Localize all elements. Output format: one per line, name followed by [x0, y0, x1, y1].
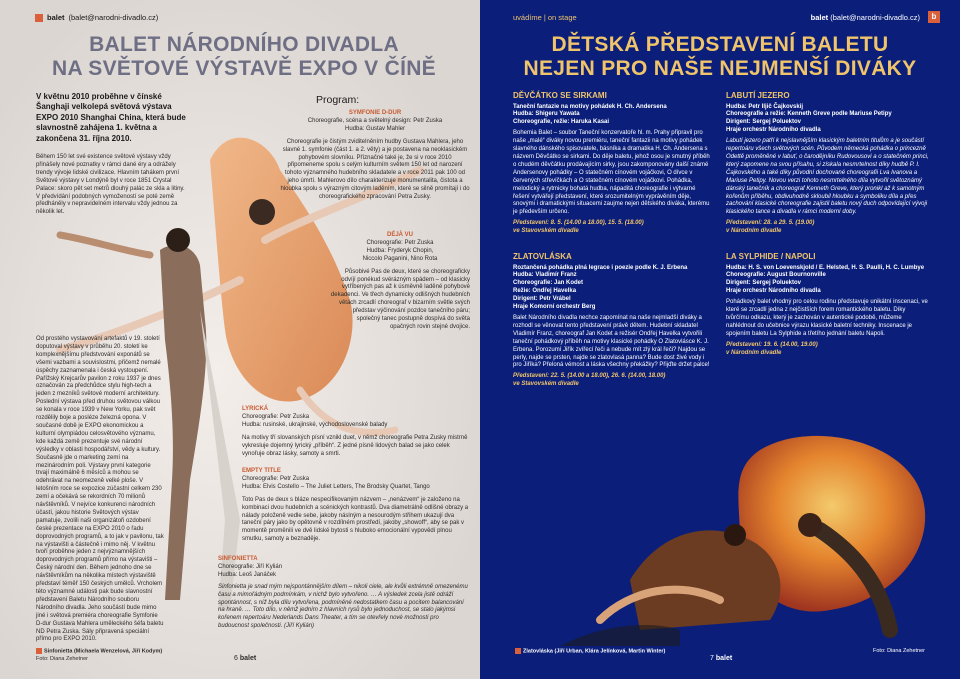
show-text: Labutí jezero patří k nejslavnějším klasickým baletním titulům a je součástí repertoáru všech světových scén. Původem německá pohádka o princezně Odettě proměněné v labuť, o čarodějníku Rudovousovi a o statečném princi, který zapomene na svou přísahu, si získala nesmrtelnost díky hudbě P. I. Čajkovského a také díky původní dochované choreografii Lva Ivanova a Mariuse Petipy. Novou verzi tohoto nesmrtelného díla vytvořil světoznámý dánský tanečník a choreograf Kenneth Greve, který pronikl až k samotným kořenům příběhu, obdivuhodně skloubil hloubku a symboliku díla a přes zachování klasické choreografie zajistil baletu nový duch odpovídající vývoji klasického tance a divadla v rámci moderní doby.	[726, 138, 929, 216]
header-email: (balet@narodni-divadlo.cz)	[68, 13, 159, 22]
program-text: Sinfonietta je snad mým nejspontánnějším dílem – nikoli ciele, ale kvůli extrémně omezenému času a mimořádným podmínkám, v nichž bylo vytvořeno. … A výsledek zcela jistě odráží spontánnost, s níž byla dílu vytvořena, podmíněné nedostatkem času a pocitem balancování na hraně. … Toto dílo, v němž jedním z hlavních rysů bylo jednoduchost, se stalo jakýmsi kořenem repertoáru Nederlands Dans Theater, a tím se otevřely nové možnosti pro budoucnost společnosti. (Jiří Kylián)	[218, 583, 468, 630]
program-credits: Choreografie: Petr Zuska Hudba: Fryderyk Chopin, Niccolo Paganini, Nino Rota	[362, 239, 438, 262]
program-title: SINFONIETTA	[218, 556, 258, 562]
section-label: uvádíme | on stage	[513, 13, 577, 22]
lead-paragraph: V květnu 2010 proběhne v čínské Šanghaji velkolepá světová výstava EXPO 2010 Shanghai China, která bude slavnostně zahájena 1. května a zakončena 31. října 2010.	[36, 92, 186, 143]
article-title	[34, 33, 454, 81]
program-credits: Choreografie, scéna a světelný design: Petr Zuska Hudba: Gustav Mahler	[307, 117, 443, 132]
show-dates: Představení: 8. 5. (14.00 a 18.00), 15. 5. (18.00) ve Stavovském divadle	[513, 220, 644, 235]
program-credits: Choreografie: Petr Zuska Hudba: Elvis Costello – The Juliet Letters, The Brodsky Quartet, Tango	[242, 475, 430, 490]
body-paragraph-1: Během 150 let své existence světové výstavy vždy přinášely nové poznatky v rámci dané éry a odrážely trendy vývoje lidské civilizace. Hlavním tahákem první Světové výstavy v Londýně byl v roce 1851 Crystal Palace: skoro pět set metrů dlouhý palác ze skla a litiny. V předvídání podobných vymožeností se poté země předháněly v nepravidelném intervalu vždy jednou za několik let.	[36, 154, 185, 216]
program-title: EMPTY TITLE	[242, 468, 281, 474]
header-brand: balet	[47, 13, 65, 22]
program-text: Toto Pas de deux s bláze nespecifikovaným názvem – „nenázvem“ je založeno na kombinaci dvou hudebních a scénických kontrastů. Dva diametrálně odlišné obrazy a nálady položeně vedle sebe, jakoby náslným a nesourodým střihem ukazují dva taneční páry jako by opětovně v rozdílném prostředí, jakoby „showoff“, aby se pak v momentě proměnili ve dvě lidské bytosti s hluboko emocionální vypovědí plnou smutku, samoty a beznaděje.	[242, 496, 469, 543]
header-email: (balet@narodni-divadlo.cz)	[830, 13, 920, 22]
page-number	[710, 654, 732, 663]
page-header	[35, 13, 158, 23]
photo-caption	[515, 648, 665, 656]
program-title: LYRICKÁ	[242, 406, 269, 412]
program-text: Choreografie je čistým zviditelněním hudby Gustava Mahlera, jeho slavné 1. symfonie (část 1. a 2. věty) a je postavena na neoklasickém pohybovém slovníku. Příznačné také je, že si v roce 2010 připomeneme spolu s celým kulturním světem 150 let od narození tohoto významného hudebního skladatele a v roce 2011 pak 100 od jeho úmrtí. Mahlerovo dílo charakterizuje monumentalita, čistota a hloubka spolu s výrazným citovým laděním, které se silně promítají i do choreografického zpracování Petra Zusky.	[280, 138, 470, 201]
title-line-1: DĚTSKÁ PŘEDSTAVENÍ BALETU	[551, 33, 889, 56]
program-title: DÉJÀ VU	[386, 232, 413, 238]
show-zlatovlaska	[513, 252, 713, 389]
page-brand: balet	[715, 655, 733, 662]
title-line-1: BALET NÁRODNÍHO DIVADLA	[89, 33, 399, 56]
show-credits: Hudba: H. S. von Loevenskjold / E. Helsted, H. S. Paulli, H. C. Lumbye Choreografie: August Bournonville Dirigent: Sergej Poluektov Hraje orchestr Národního divadla	[726, 264, 925, 295]
show-la-sylphide-napoli	[726, 252, 930, 358]
show-title: DĚVČÁTKO SE SIRKAMI	[513, 91, 607, 100]
show-devcatko-se-sirkami	[513, 91, 713, 236]
photo-credit: Foto: Diana Zehetner	[873, 648, 925, 654]
show-title: LA SYLPHIDE / NAPOLI	[726, 252, 816, 261]
program-credits: Choreografie: Jiří Kylián Hudba: Leoš Janáček	[218, 563, 283, 578]
page-number-value: 7	[710, 655, 714, 662]
brand-square-icon	[35, 14, 43, 22]
show-dates: Představení: 28. a 29. 5. (19.00) v Národním divadle	[726, 220, 815, 235]
page-header	[811, 13, 920, 23]
show-title: LABUTÍ JEZERO	[726, 91, 790, 100]
zlatovlaska-stage-photo	[480, 430, 960, 646]
show-text: Bohemia Balet – soubor Taneční konzervatoře hl. m. Prahy připravil pro naše „malé“ diváky novou premiéru, taneční fantazii na motivy pohádek slavného dánského spisovatele, básníka a dramatika H. Ch. Andersena s názvem Děvčátko se sirkami. Do děje baletu, jehož osou je smutný příběh o chudém děvčátku prodávajícím sirky, jsou zakomponovány další známé Andersenovy pohádky – O statečném cínovém vojáčkovi, O dívce v červených střevíčkách a O statečném cínovém vojáčkovi. Pohádka, melodický a rytmicky bohatá hudba, nápaditá choreografie i výtvarné řešení vytvářejí představení, které srozumitelným vyprávěním děje, snovými i dramatickými situacemi zaujme nejen dětského diváka, kterému je především určeno.	[513, 130, 710, 216]
program-item-lyricka	[242, 406, 470, 458]
show-credits: Roztančená pohádka plná legrace i poezie podle K. J. Erbena Hudba: Vladimír Franz Choreografie: Jan Kodet Režie: Ondřej Havelka Dirigent: Petr Vrábel Hraje Komorní orchestr Berg	[513, 264, 688, 311]
program-text: Na motivy tří slovanských písní vznikl duet, v němž choreografie Petra Zusky mistrně vykresluje dojemný lyrický „příběh“. Z jedné písně lidových balad se jako celek vynořuje obraz lásky, samoty a smrti.	[242, 434, 468, 457]
show-dates: Představení: 22. 5. (14.00 a 18.00), 26. 6. (14.00, 18.00) ve Stavovském divadle	[513, 373, 666, 388]
brand-badge-icon: b	[928, 11, 940, 23]
page-number-value: 6	[234, 655, 238, 662]
article-title	[500, 33, 940, 80]
header-brand: balet	[810, 13, 829, 22]
caption-text: Sinfonietta (Michaela Wenzelová, Jiří Kodym)	[44, 648, 163, 655]
program-item-deja-vu	[330, 232, 470, 332]
show-text: Pohádkový balet vhodný pro celou rodinu představuje unikátní inscenaci, ve které se zrcadlí jedna z nejčistších forem romantického baletu. Díky tvůrčímu odkazu, který je zachován v autentické podobě, můžeme nahlédnout do učebnice výrazu klasické baletní techniky. Inscenace je spojením baletu La Sylphide a třetího jednání baletu Napoli.	[726, 299, 928, 337]
right-page	[480, 0, 960, 679]
show-text: Balet Národního divadla nechce zapomínat na naše nejmladší diváky a rozhodl se věnovat tento představení právě dětem. Hudební skladatel Vladimír Franz, choreograf Jan Kodet a režisér Ondřej Havelka vytvořili taneční pohádkový příběh na motivy klasické pohádky O Zlatovlásce K. J. Erbena. Porozumí Jiřík zvířecí řeči a nebude mít zlý král řeči? Najdou se perly, najde se prsten, najde se zlatovlasá panna? Bude dost živé vody i pro Jiříka? Přeloná vémost a láska všechny překážky? Přijďte držet palce!	[513, 314, 710, 369]
program-item-empty-title	[242, 468, 470, 544]
show-credits: Hudba: Petr Iljič Čajkovskij Choreografie a režie: Kenneth Greve podle Mariuse Petipy Dirigent: Sergej Poluektov Hraje orchestr Národního divadla	[726, 103, 892, 134]
program-heading: Program:	[316, 94, 360, 106]
program-item-sinfonietta	[218, 556, 470, 631]
photo-credit: Foto: Diana Zehetner	[36, 655, 88, 662]
caption-square-icon	[515, 648, 521, 654]
show-labuti-jezero	[726, 91, 930, 236]
program-text: Působivé Pas de deux, které se choreograficky odvíjí ponékud svérázným spádem – od klasicky vytříbených pas až k úsměvně laděné pohybové dekadenci. Ve třech dynamicky odlišných hudebních větách zrcadlí choreograf v bizarním světle svých představ výčinování pozdce tanečního páru; společný tanec postupně dospívá do světa opačných rovin stejné dvojice.	[330, 268, 470, 330]
show-title: ZLATOVLÁSKA	[513, 252, 572, 261]
program-credits: Choreografie: Petr Zuska Hudba: rusinské, ukrajinské, východoslovenské balady	[242, 413, 388, 428]
caption-square-icon	[36, 648, 42, 654]
body-paragraph-2: Od prostého vystavování artefaktů v 19. století doputoval výstavy v průběhu 20. století ke komplexnějšímu předstvování exponátů se všemi vazbami a souvislostmi, přičemž nemalé úspěchy zaznamenala i česká vystoupení. Pařížský Krejcarův pavilon z roku 1937 je dnes označován za předchůdce stylu high-tech a jeden z mezníků světové moderní architektury. Poslední výstava před druhou světovou válkou se konala v roce 1939 v New Yorku, pak svět rozdělily boje a posléze železná opona. V současné době je EXPO ekonomickou a kulturní olympiádou celosvětového významu, kde každá země prezentuje své národní výsledky v oblasti hospodářství, vědy a kultury. Současně jde o marketing zemí na mezinárodním poli. Výstavy první kategorie trvají maximálně 6 měsíců a mohou se odehrávat na neomezeně velké ploše. V letošním roce se expozice zúčastní celkem 230 zemí a očekává se rekordních 70 milionů návštěvníků. V nejvíce konkurenci národních účastí, jakou historie Světových výstav pamatuje, zvolili naši organizátoři ozdobení české prezentace na EXPO 2010 o řadu doprovodných programů, a to jak v pavilonu, tak na výstavišti a částečně i mimo něj. V květnu tvoří proběhne jeden z nejvýznamnějších doprovodných programů přímo na výstavišti – Český národní den. Během jednoho dne se návštěvníkům na několika místech výstaviště představí téměř 150 českých umělců. Vrcholem této významné události pak bude slavnostní představení Baletu Národního souboru Národního divadla. Jeho součástí bude mimo jiné i světová premiéra choreografie Symfonie D-dur Gustava Mahlera uměleckého šéfa baletu ND Petra Zuska. Sály připravená speciální přímo pro EXPO 2010.	[36, 336, 164, 643]
title-line-2: NEJEN PRO NAŠE NEJMENŠÍ DIVÁKY	[523, 56, 917, 80]
page-brand: balet	[239, 655, 257, 662]
program-item-symfonie	[280, 110, 470, 202]
title-line-2: NA SVĚTOVÉ VÝSTAVĚ EXPO V ČÍNĚ	[52, 57, 436, 81]
photo-caption	[36, 648, 162, 663]
program-title: SYMFONIE D-DUR	[348, 110, 402, 116]
caption-text: Zlatovláska (Jiří Urban, Klára Jelínková, Martin Winter)	[523, 648, 666, 655]
page-number	[234, 654, 256, 663]
show-credits: Taneční fantazie na motivy pohádek H. Ch. Andersena Hudba: Shigeru Yawata Choreografie, režie: Haruka Kasai	[513, 103, 667, 126]
show-dates: Představení: 19. 6. (14.00, 19.00) v Národním divadle	[726, 341, 818, 356]
